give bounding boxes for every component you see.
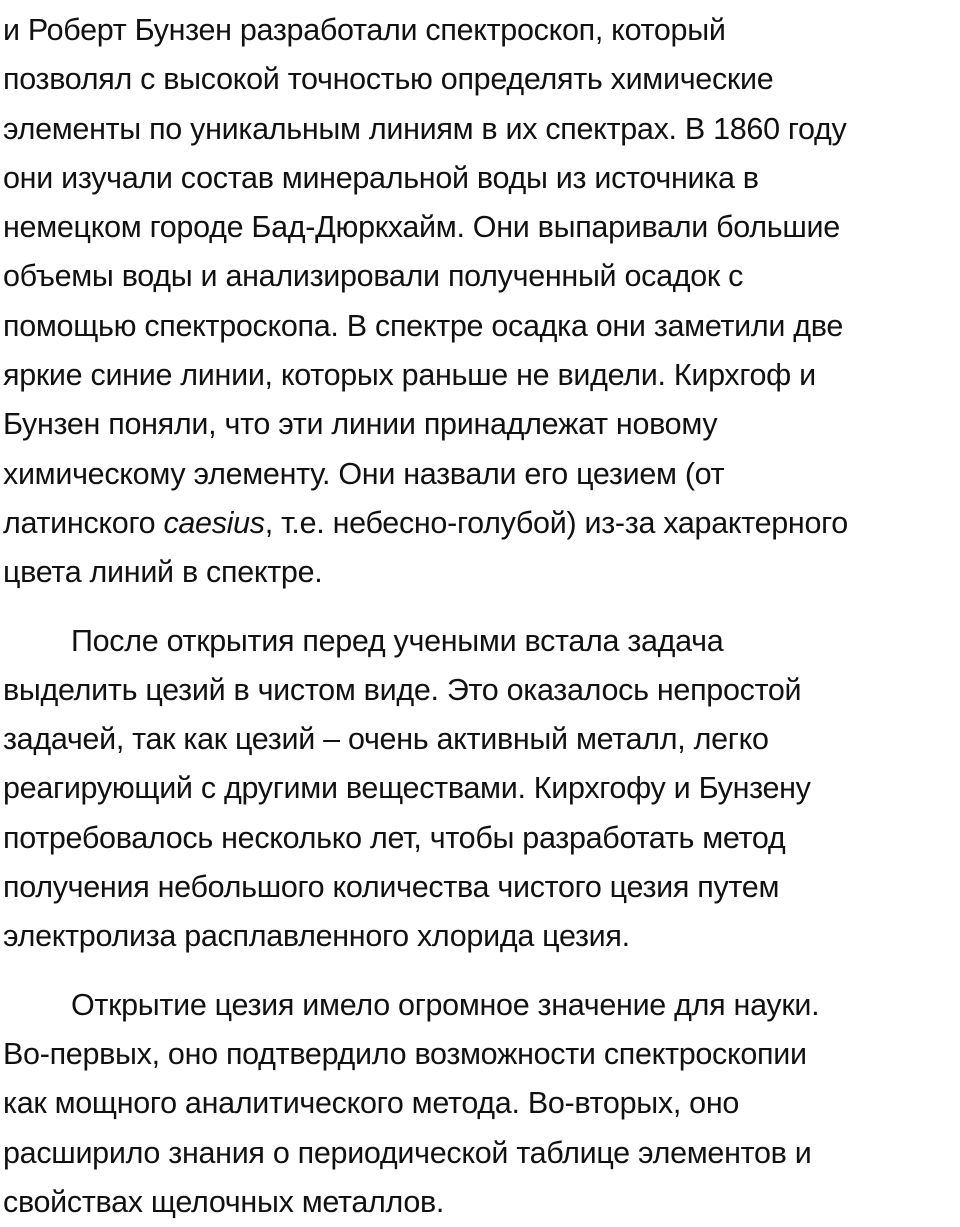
text-run: свойствах щелочных металлов.: [3, 1184, 445, 1219]
text-line: [3, 912, 953, 961]
text-run: и Роберт Бунзен разработали спектроскоп, который: [3, 13, 726, 47]
text-run: немецком городе Бад-Дюркхайм. Они выпаривали большие: [3, 210, 840, 245]
document-page: [3, 6, 953, 1227]
text-line: [3, 1129, 953, 1178]
text-line: [3, 814, 953, 863]
text-line: [3, 203, 953, 252]
text-run: После открытия перед учеными встала задача: [71, 623, 724, 658]
text-line: [3, 863, 953, 912]
text-line: [3, 1030, 953, 1079]
text-line: [3, 400, 953, 449]
text-line: [3, 617, 953, 666]
text-run: Открытие цезия имело огромное значение для науки.: [71, 987, 820, 1022]
text-line: [3, 6, 953, 55]
text-run: потребовалось несколько лет, чтобы разработать метод: [3, 820, 786, 855]
text-run: элементы по уникальным линиям в их спектрах. В 1860 году: [3, 111, 847, 146]
text-run: яркие синие линии, которых раньше не видели. Кирхгоф и: [3, 358, 816, 393]
text-run: помощью спектроскопа. В спектре осадка они заметили две: [3, 308, 844, 343]
text-run: позволял с высокой точностью определять химические: [3, 62, 774, 97]
text-run: объемы воды и анализировали полученный осадок с: [3, 259, 744, 294]
paragraph: [3, 6, 953, 598]
text-run: как мощного аналитического метода. Во-вторых, оно: [3, 1086, 740, 1121]
text-line: [3, 981, 953, 1030]
text-line: [3, 499, 953, 548]
text-line: [3, 252, 953, 301]
text-run: они изучали состав минеральной воды из источника в: [3, 160, 759, 195]
text-run: химическому элементу. Они назвали его цезием (от: [3, 456, 725, 491]
text-line: [3, 351, 953, 400]
text-run: электролиза расплавленного хлорида цезия.: [3, 919, 630, 954]
text-line: [3, 715, 953, 764]
text-run: расширило знания о периодической таблице элементов и: [3, 1135, 812, 1170]
text-line: [3, 764, 953, 813]
text-run: реагирующий с другими веществами. Кирхгофу и Бунзену: [3, 771, 811, 806]
paragraph: [3, 981, 953, 1227]
text-run: получения небольшого количества чистого цезия путем: [3, 870, 780, 905]
text-run: латинского: [3, 505, 164, 540]
text-line: [3, 105, 953, 154]
text-run: выделить цезий в чистом виде. Это оказалось непростой: [3, 672, 802, 707]
text-line: [3, 302, 953, 351]
text-line: [3, 1178, 953, 1227]
text-line: [3, 55, 953, 104]
text-line: [3, 666, 953, 715]
text-line: [3, 548, 953, 597]
text-line: [3, 154, 953, 203]
text-run: цвета линий в спектре.: [3, 555, 323, 590]
text-run: Во-первых, оно подтвердило возможности спектроскопии: [3, 1036, 807, 1071]
text-line: [3, 450, 953, 499]
text-run: задачей, так как цезий – очень активный металл, легко: [3, 722, 769, 757]
paragraph: [3, 617, 953, 962]
text-run: Бунзен поняли, что эти линии принадлежат новому: [3, 407, 718, 442]
text-line: [3, 1079, 953, 1128]
latin-term: caesius: [163, 505, 265, 540]
text-run: , т.е. небесно-голубой) из-за характерного: [264, 505, 848, 540]
